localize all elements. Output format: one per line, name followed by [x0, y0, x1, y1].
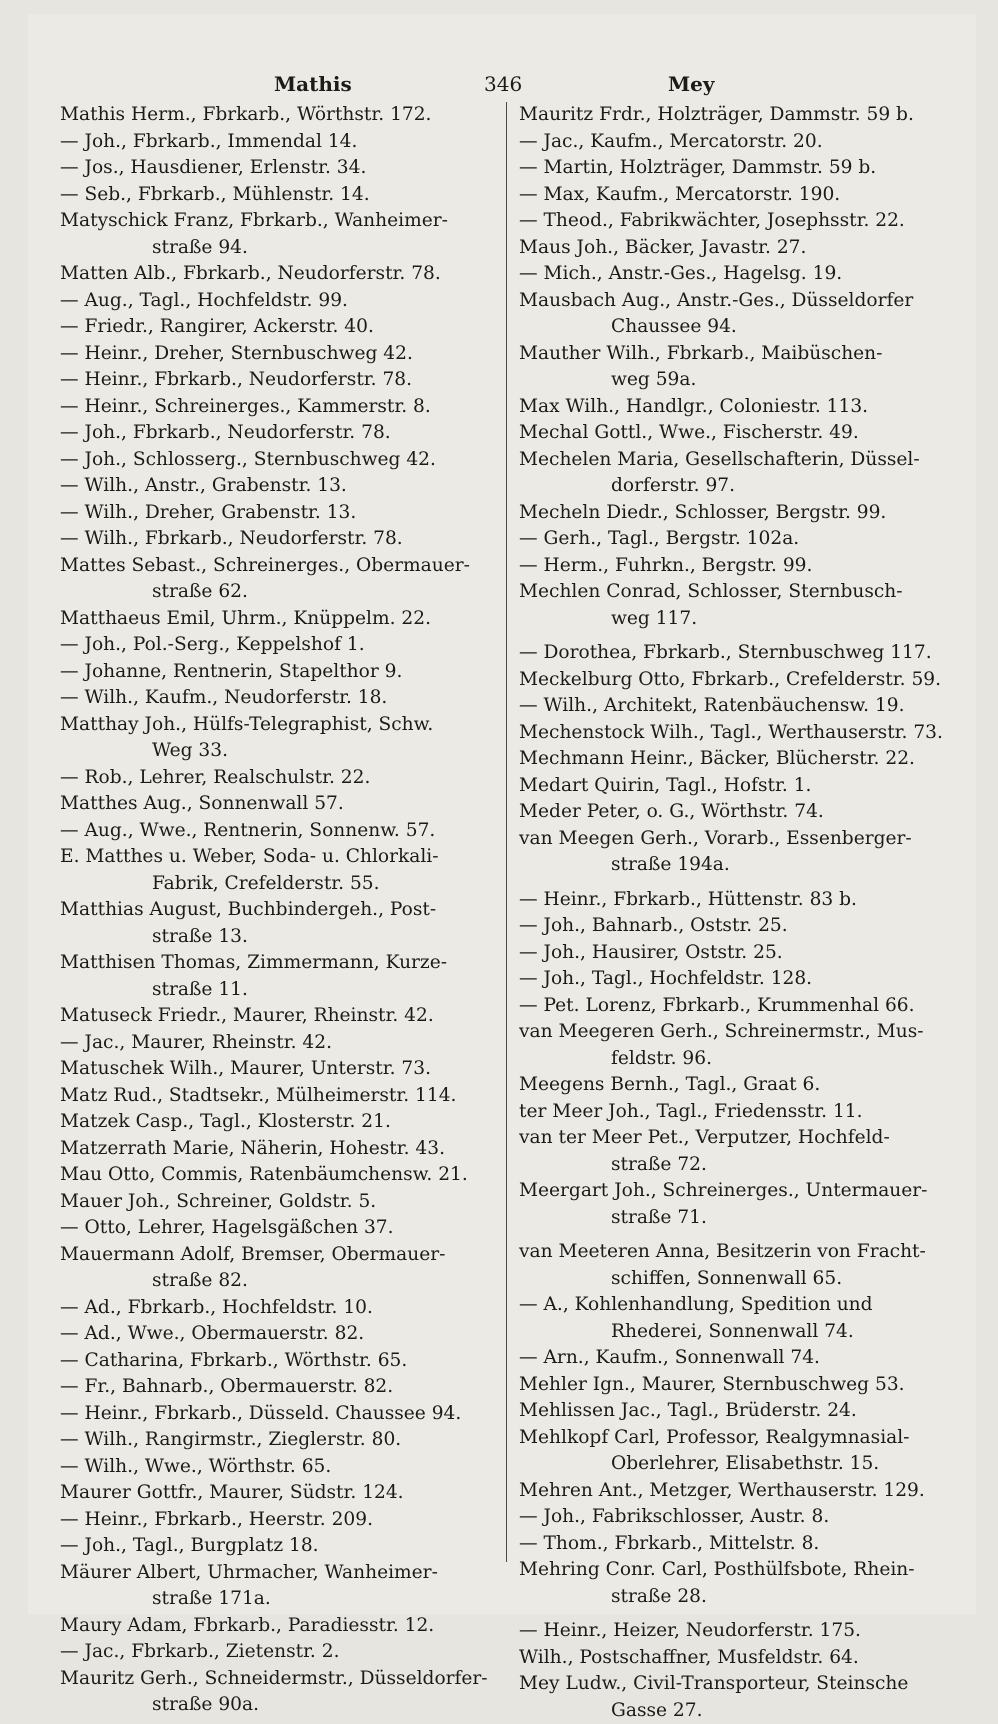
- directory-entry: — Fr., Bahnarb., Obermauerstr. 82.: [60, 1374, 500, 1401]
- directory-entry: — Joh., Fabrikschlosser, Austr. 8.: [519, 1504, 955, 1531]
- directory-entry: — Heinr., Heizer, Neudorferstr. 175.: [519, 1618, 955, 1645]
- directory-entry: Mehlissen Jac., Tagl., Brüderstr. 24.: [519, 1398, 955, 1425]
- directory-entry: Mehler Ign., Maurer, Sternbuschweg 53.: [519, 1372, 955, 1399]
- directory-entry: Mauritz Frdr., Holzträger, Dammstr. 59 b.: [519, 102, 955, 129]
- directory-entry: Gasse 27.: [519, 1698, 955, 1724]
- directory-entry: van Meegeren Gerh., Schreinermstr., Mus-: [519, 1019, 955, 1046]
- directory-entry: — A., Kohlenhandlung, Spedition und: [519, 1292, 955, 1319]
- directory-entry: Matzerrath Marie, Näherin, Hohestr. 43.: [60, 1136, 500, 1163]
- directory-entry: — Johanne, Rentnerin, Stapelthor 9.: [60, 659, 500, 686]
- directory-entry: Mauther Wilh., Fbrkarb., Maibüschen-: [519, 341, 955, 368]
- directory-entry: Matyschick Franz, Fbrkarb., Wanheimer-: [60, 208, 500, 235]
- directory-entry: Chaussee 94.: [519, 314, 955, 341]
- directory-entry: Matuschek Wilh., Maurer, Unterstr. 73.: [60, 1056, 500, 1083]
- directory-entry: — Herm., Fuhrkn., Bergstr. 99.: [519, 553, 955, 580]
- directory-entry: straße 11.: [60, 977, 500, 1004]
- directory-entry: Medart Quirin, Tagl., Hofstr. 1.: [519, 773, 955, 800]
- directory-entry: — Wilh., Rangirmstr., Zieglerstr. 80.: [60, 1427, 500, 1454]
- directory-entry: straße 13.: [60, 924, 500, 951]
- directory-entry: van Meeteren Anna, Besitzerin von Fracht-: [519, 1239, 955, 1266]
- directory-entry: — Pet. Lorenz, Fbrkarb., Krummenhal 66.: [519, 993, 955, 1020]
- directory-entry: — Heinr., Fbrkarb., Düsseld. Chaussee 94.: [60, 1401, 500, 1428]
- directory-entry: Weg 33.: [60, 738, 500, 765]
- header-left-keyword: Mathis: [274, 72, 352, 96]
- directory-entry: straße 71.: [519, 1205, 955, 1232]
- directory-entry: — Joh., Bahnarb., Oststr. 25.: [519, 913, 955, 940]
- directory-entry: — Wilh., Dreher, Grabenstr. 13.: [60, 500, 500, 527]
- directory-entry: ter Meer Joh., Tagl., Friedensstr. 11.: [519, 1099, 955, 1126]
- directory-entry: — Wilh., Architekt, Ratenbäuchensw. 19.: [519, 693, 955, 720]
- page-header: [28, 62, 976, 102]
- directory-entry: Meergart Joh., Schreinerges., Untermauer-: [519, 1178, 955, 1205]
- directory-entry: — Wilh., Wwe., Wörthstr. 65.: [60, 1454, 500, 1481]
- directory-entry: — Aug., Tagl., Hochfeldstr. 99.: [60, 288, 500, 315]
- directory-entry: — Jos., Hausdiener, Erlenstr. 34.: [60, 155, 500, 182]
- directory-entry: dorferstr. 97.: [519, 473, 955, 500]
- directory-entry: Mechelen Maria, Gesellschafterin, Düssel-: [519, 447, 955, 474]
- directory-entry: straße 171a.: [60, 1586, 500, 1613]
- directory-entry: Mauritz Gerh., Schneidermstr., Düsseldorfer-: [60, 1666, 500, 1693]
- directory-entry: Mechlen Conrad, Schlosser, Sternbusch-: [519, 579, 955, 606]
- directory-entry: Wilh., Postschaffner, Musfeldstr. 64.: [519, 1645, 955, 1672]
- directory-entry: Mecheln Diedr., Schlosser, Bergstr. 99.: [519, 500, 955, 527]
- directory-entry: weg 117.: [519, 606, 955, 633]
- directory-entry: straße 94.: [60, 235, 500, 262]
- directory-entry: Matzek Casp., Tagl., Klosterstr. 21.: [60, 1109, 500, 1136]
- directory-entry: Maurer Gottfr., Maurer, Südstr. 124.: [60, 1480, 500, 1507]
- directory-entry: Mey Ludw., Civil-Transporteur, Steinsche: [519, 1671, 955, 1698]
- directory-entry: — Ad., Fbrkarb., Hochfeldstr. 10.: [60, 1295, 500, 1322]
- directory-entry: Matthisen Thomas, Zimmermann, Kurze-: [60, 950, 500, 977]
- directory-entry: Mauer Joh., Schreiner, Goldstr. 5.: [60, 1189, 500, 1216]
- directory-entry: — Aug., Wwe., Rentnerin, Sonnenw. 57.: [60, 818, 500, 845]
- directory-entry: — Friedr., Rangirer, Ackerstr. 40.: [60, 314, 500, 341]
- directory-entry: weg 59a.: [519, 367, 955, 394]
- directory-entry: — Gerh., Tagl., Bergstr. 102a.: [519, 526, 955, 553]
- directory-entry: Mau Otto, Commis, Ratenbäumchensw. 21.: [60, 1162, 500, 1189]
- directory-entry: — Jac., Maurer, Rheinstr. 42.: [60, 1030, 500, 1057]
- directory-entry: Mattes Sebast., Schreinerges., Obermauer-: [60, 553, 500, 580]
- directory-entry: straße 28.: [519, 1584, 955, 1611]
- directory-entry: straße 194a.: [519, 852, 955, 879]
- directory-entry: — Theod., Fabrikwächter, Josephsstr. 22.: [519, 208, 955, 235]
- directory-entry: Fabrik, Crefelderstr. 55.: [60, 871, 500, 898]
- directory-entry: Mehring Conr. Carl, Posthülfsbote, Rhein-: [519, 1557, 955, 1584]
- directory-entry: — Thom., Fbrkarb., Mittelstr. 8.: [519, 1531, 955, 1558]
- directory-entry: Mechenstock Wilh., Tagl., Werthauserstr. 73.: [519, 720, 955, 747]
- directory-entry: Mehlkopf Carl, Professor, Realgymnasial-: [519, 1425, 955, 1452]
- directory-entry: Oberlehrer, Elisabethstr. 15.: [519, 1451, 955, 1478]
- directory-entry: Matten Alb., Fbrkarb., Neudorferstr. 78.: [60, 261, 500, 288]
- directory-entry: — Heinr., Dreher, Sternbuschweg 42.: [60, 341, 500, 368]
- directory-entry: — Heinr., Schreinerges., Kammerstr. 8.: [60, 394, 500, 421]
- directory-entry: — Seb., Fbrkarb., Mühlenstr. 14.: [60, 182, 500, 209]
- directory-entry: Mehren Ant., Metzger, Werthauserstr. 129.: [519, 1478, 955, 1505]
- directory-entry: — Joh., Pol.-Serg., Keppelshof 1.: [60, 632, 500, 659]
- directory-entry: Matthes Aug., Sonnenwall 57.: [60, 791, 500, 818]
- directory-entry: Matz Rud., Stadtsekr., Mülheimerstr. 114.: [60, 1083, 500, 1110]
- directory-entry: van Meegen Gerh., Vorarb., Essenberger-: [519, 826, 955, 853]
- directory-entry: Max Wilh., Handlgr., Coloniestr. 113.: [519, 394, 955, 421]
- directory-entry: Mausbach Aug., Anstr.-Ges., Düsseldorfer: [519, 288, 955, 315]
- directory-entry: Matthaeus Emil, Uhrm., Knüppelm. 22.: [60, 606, 500, 633]
- directory-entry: Meegens Bernh., Tagl., Graat 6.: [519, 1072, 955, 1099]
- directory-entry: — Arn., Kaufm., Sonnenwall 74.: [519, 1345, 955, 1372]
- directory-entry: Rhederei, Sonnenwall 74.: [519, 1319, 955, 1346]
- directory-entry: — Heinr., Fbrkarb., Hüttenstr. 83 b.: [519, 887, 955, 914]
- directory-entry: schiffen, Sonnenwall 65.: [519, 1266, 955, 1293]
- directory-entry: Mauermann Adolf, Bremser, Obermauer-: [60, 1242, 500, 1269]
- directory-entry: straße 82.: [60, 1268, 500, 1295]
- directory-entry: — Mich., Anstr.-Ges., Hagelsg. 19.: [519, 261, 955, 288]
- directory-entry: Mechmann Heinr., Bäcker, Blücherstr. 22.: [519, 746, 955, 773]
- directory-entry: — Heinr., Fbrkarb., Heerstr. 209.: [60, 1507, 500, 1534]
- directory-entry: Matthias August, Buchbindergeh., Post-: [60, 897, 500, 924]
- directory-entry: — Joh., Fbrkarb., Immendal 14.: [60, 129, 500, 156]
- directory-entry: — Joh., Hausirer, Oststr. 25.: [519, 940, 955, 967]
- directory-entry: — Joh., Tagl., Hochfeldstr. 128.: [519, 966, 955, 993]
- directory-entry: Maury Adam, Fbrkarb., Paradiesstr. 12.: [60, 1613, 500, 1640]
- directory-entry: — Joh., Fbrkarb., Neudorferstr. 78.: [60, 420, 500, 447]
- directory-entry: Meder Peter, o. G., Wörthstr. 74.: [519, 799, 955, 826]
- directory-entry: Mäurer Albert, Uhrmacher, Wanheimer-: [60, 1560, 500, 1587]
- directory-entry: E. Matthes u. Weber, Soda- u. Chlorkali-: [60, 844, 500, 871]
- directory-entry: — Ad., Wwe., Obermauerstr. 82.: [60, 1321, 500, 1348]
- directory-entry: — Wilh., Kaufm., Neudorferstr. 18.: [60, 685, 500, 712]
- directory-entry: — Dorothea, Fbrkarb., Sternbuschweg 117.: [519, 640, 955, 667]
- directory-entry: — Heinr., Fbrkarb., Neudorferstr. 78.: [60, 367, 500, 394]
- right-column: [506, 102, 955, 1562]
- directory-entry: Matuseck Friedr., Maurer, Rheinstr. 42.: [60, 1003, 500, 1030]
- directory-entry: Maus Joh., Bäcker, Javastr. 27.: [519, 235, 955, 262]
- directory-entry: straße 62.: [60, 579, 500, 606]
- directory-entry: feldstr. 96.: [519, 1046, 955, 1073]
- directory-page: [28, 14, 976, 1614]
- directory-entry: — Max, Kaufm., Mercatorstr. 190.: [519, 182, 955, 209]
- directory-entry: — Joh., Tagl., Burgplatz 18.: [60, 1533, 500, 1560]
- header-right-keyword: Mey: [668, 72, 714, 96]
- directory-entry: — Joh., Schlosserg., Sternbuschweg 42.: [60, 447, 500, 474]
- directory-entry: van ter Meer Pet., Verputzer, Hochfeld-: [519, 1125, 955, 1152]
- directory-entry: — Jac., Kaufm., Mercatorstr. 20.: [519, 129, 955, 156]
- directory-entry: Mechal Gottl., Wwe., Fischerstr. 49.: [519, 420, 955, 447]
- directory-entry: — Otto, Lehrer, Hagelsgäßchen 37.: [60, 1215, 500, 1242]
- directory-entry: — Rob., Lehrer, Realschulstr. 22.: [60, 765, 500, 792]
- directory-entry: Matthay Joh., Hülfs-Telegraphist, Schw.: [60, 712, 500, 739]
- directory-entry: — Wilh., Fbrkarb., Neudorferstr. 78.: [60, 526, 500, 553]
- left-column: [60, 102, 500, 1719]
- directory-entry: — Martin, Holzträger, Dammstr. 59 b.: [519, 155, 955, 182]
- directory-entry: — Jac., Fbrkarb., Zietenstr. 2.: [60, 1639, 500, 1666]
- directory-entry: Meckelburg Otto, Fbrkarb., Crefelderstr. 59.: [519, 667, 955, 694]
- directory-entry: — Catharina, Fbrkarb., Wörthstr. 65.: [60, 1348, 500, 1375]
- directory-entry: straße 72.: [519, 1152, 955, 1179]
- page-number: 346: [484, 72, 522, 96]
- directory-entry: Mathis Herm., Fbrkarb., Wörthstr. 172.: [60, 102, 500, 129]
- directory-entry: — Wilh., Anstr., Grabenstr. 13.: [60, 473, 500, 500]
- directory-entry: straße 90a.: [60, 1692, 500, 1719]
